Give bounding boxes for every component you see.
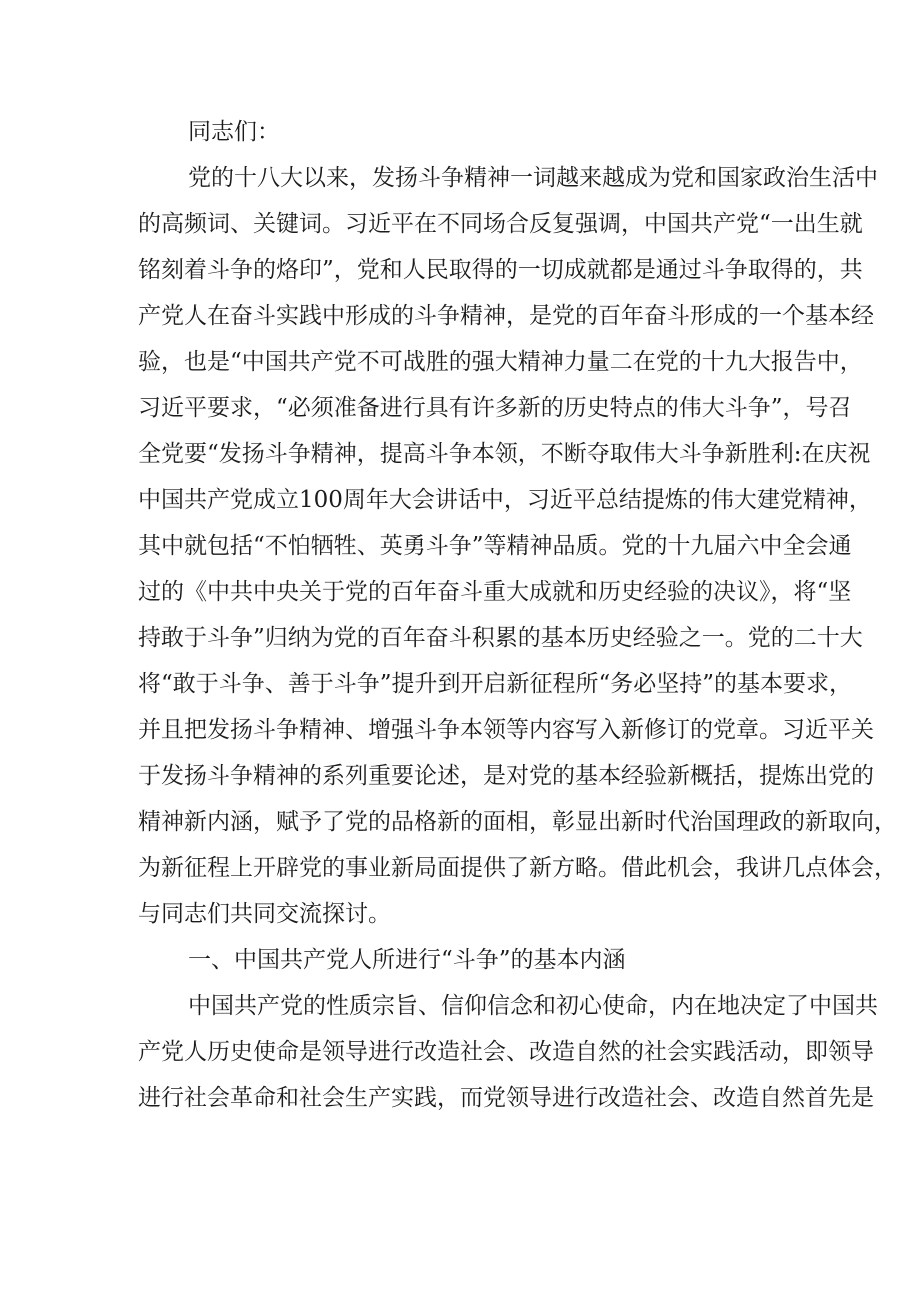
paragraph-line: 的高频词、关键词。习近平在不同场合反复强调，中国共产党“一出生就 <box>138 211 863 237</box>
paragraph-line: 中国共产党的性质宗旨、信仰信念和初心使命，内在地决定了中国共 <box>188 993 878 1019</box>
paragraph-line: 中国共产党成立100周年大会讲话中，习近平总结提炼的伟大建党精神， <box>138 487 872 513</box>
paragraph-line: 与同志们共同交流探讨。 <box>138 901 391 927</box>
paragraph-line: 党的十八大以来，发扬斗争精神一词越来越成为党和国家政治生活中 <box>188 165 878 191</box>
paragraph-line: 其中就包括“不怕牺牲、英勇斗争”等精神品质。党的十九届六中全会通 <box>138 533 852 559</box>
section-heading: 一、中国共产党人所进行“斗争”的基本内涵 <box>188 947 626 973</box>
paragraph-line: 并且把发扬斗争精神、增强斗争本领等内容写入新修订的党章。习近平关 <box>138 717 874 743</box>
paragraph-line: 习近平要求，“必须准备进行具有许多新的历史特点的伟大斗争”，号召 <box>138 395 852 421</box>
paragraph-line: 全党要“发扬斗争精神，提高斗争本领，不断夺取伟大斗争新胜利:在庆祝 <box>138 441 871 467</box>
paragraph-line: 进行社会革命和社会生产实践，而党领导进行改造社会、改造自然首先是 <box>138 1085 874 1111</box>
salutation: 同志们： <box>188 119 280 145</box>
paragraph-line: 产党人历史使命是领导进行改造社会、改造自然的社会实践活动，即领导 <box>138 1039 874 1065</box>
paragraph-line: 为新征程上开辟党的事业新局面提供了新方略。借此机会，我讲几点体会， <box>138 855 897 881</box>
paragraph-line: 将“敢于斗争、善于斗争”提升到开启新征程所“务必坚持”的基本要求， <box>138 671 853 697</box>
paragraph-line: 产党人在奋斗实践中形成的斗争精神，是党的百年奋斗形成的一个基本经 <box>138 303 874 329</box>
paragraph-line: 持敢于斗争”归纳为党的百年奋斗积累的基本历史经验之一。党的二十大 <box>138 625 863 651</box>
paragraph-line: 精神新内涵，赋予了党的品格新的面相，彰显出新时代治国理政的新取向， <box>138 809 897 835</box>
paragraph-line: 过的《中共中央关于党的百年奋斗重大成就和历史经验的决议》，将“坚 <box>138 579 852 605</box>
paragraph-line: 验，也是“中国共产党不可战胜的强大精神力量二在党的十九大报告中， <box>138 349 863 375</box>
paragraph-line: 于发扬斗争精神的系列重要论述，是对党的基本经验新概括，提炼出党的 <box>138 763 874 789</box>
paragraph-line: 铭刻着斗争的烙印”，党和人民取得的一切成就都是通过斗争取得的，共 <box>138 257 863 283</box>
